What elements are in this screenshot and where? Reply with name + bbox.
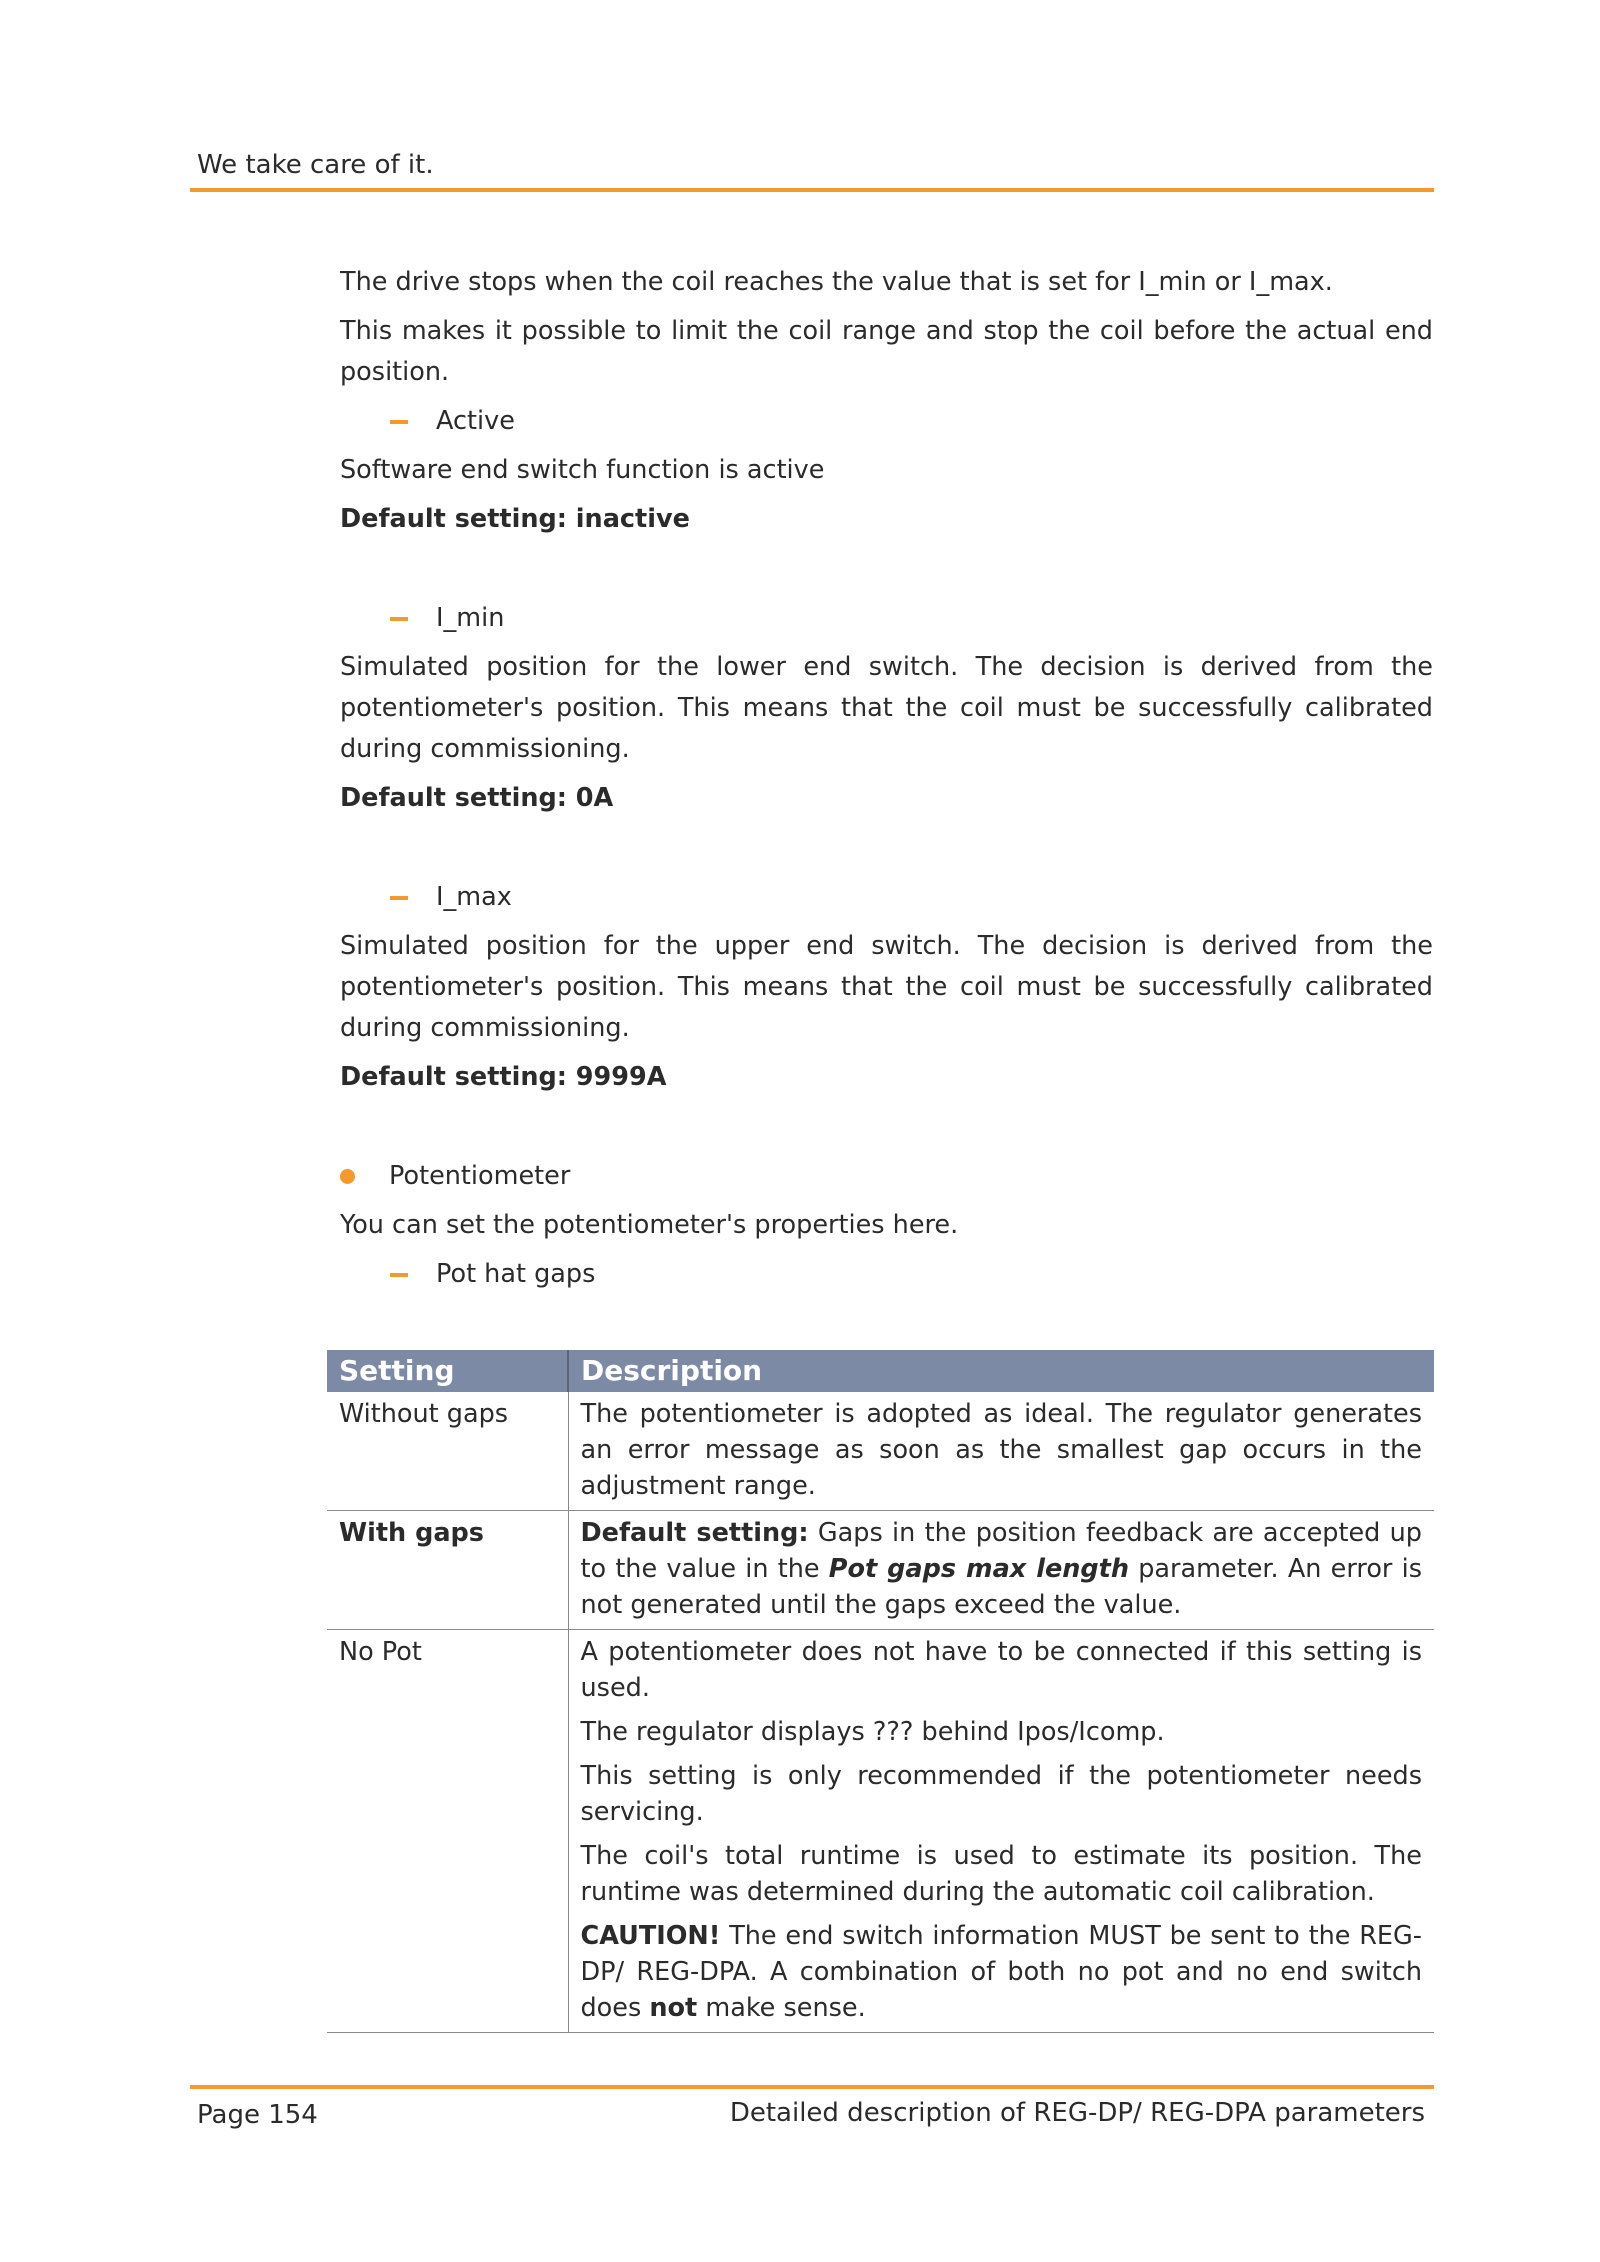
cell-text: A potentiometer does not have to be connected if this setting is used. <box>580 1637 1422 1703</box>
cell-text: Gaps in the position feedback are accepted up to the value in the <box>580 1518 1422 1584</box>
list-item-label: Pot hat gaps <box>436 1259 596 1289</box>
cell-text: parameter. An error is not generated until the gaps exceed the value. <box>580 1554 1422 1620</box>
cell-text: The end switch information MUST be sent to the REG-DP/ REG-DPA. A combination of both no pot and no end switch does <box>580 1921 1422 2023</box>
cell-text-bold: Default setting: <box>580 1518 809 1548</box>
settings-table <box>327 1350 1434 2033</box>
paragraph: Simulated position for the lower end switch. The decision is derived from the potentiometer's position. This means that the coil must be successfully calibrated during commissioning. <box>340 652 1433 764</box>
cell-text: The potentiometer is adopted as ideal. The regulator generates an error message as soon as the smallest gap occurs in the adjustment range. <box>580 1399 1422 1501</box>
table-cell-description <box>568 1630 1434 2033</box>
footer-title: Detailed description of REG-DP/ REG-DPA parameters <box>729 2098 1425 2128</box>
parameter-name: Pot gaps max length <box>828 1554 1130 1584</box>
table-cell-description <box>568 1511 1434 1630</box>
bullet-icon <box>340 1169 355 1184</box>
dash-icon <box>390 896 408 900</box>
dash-icon <box>390 1273 408 1277</box>
dash-icon <box>390 420 408 424</box>
header-tagline: We take care of it. <box>197 150 434 180</box>
list-item-label: Potentiometer <box>389 1161 571 1191</box>
caution-text <box>581 1918 1423 2026</box>
table-cell-setting: No Pot <box>327 1630 568 2033</box>
table-row <box>327 1511 1434 1630</box>
dash-icon <box>390 617 408 621</box>
column-header: Setting <box>327 1350 568 1392</box>
paragraph: The drive stops when the coil reaches the value that is set for I_min or I_max. <box>340 267 1333 297</box>
list-item-label: I_min <box>436 603 505 633</box>
list-item-label: Active <box>436 406 515 436</box>
footer-divider <box>190 2085 1434 2089</box>
default-setting: Default setting: 9999A <box>340 1062 667 1092</box>
emphasis-text: not <box>649 1993 698 2023</box>
body-content <box>340 262 1433 1303</box>
table-header-row <box>327 1350 1434 1392</box>
caution-label: CAUTION! <box>580 1921 721 1951</box>
cell-text: The regulator displays ??? behind Ipos/Icomp. <box>580 1717 1165 1747</box>
list-item-active <box>340 401 1433 442</box>
table-row <box>327 1392 1434 1511</box>
column-header: Description <box>568 1350 1434 1392</box>
page-number: Page 154 <box>197 2100 318 2130</box>
cell-text <box>581 1515 1423 1623</box>
list-item-label: I_max <box>436 882 512 912</box>
default-setting: Default setting: inactive <box>340 504 690 534</box>
table-cell-description <box>568 1392 1434 1511</box>
cell-text: This setting is only recommended if the potentiometer needs servicing. <box>580 1761 1422 1827</box>
paragraph: Simulated position for the upper end switch. The decision is derived from the potentiometer's position. This means that the coil must be successfully calibrated during commissioning. <box>340 931 1433 1043</box>
default-setting: Default setting: 0A <box>340 783 614 813</box>
header-divider <box>190 188 1434 192</box>
paragraph: Software end switch function is active <box>340 455 825 485</box>
table-cell-setting: Without gaps <box>327 1392 568 1511</box>
paragraph: This makes it possible to limit the coil range and stop the coil before the actual end position. <box>340 316 1433 387</box>
cell-text: The coil's total runtime is used to estimate its position. The runtime was determined during the automatic coil calibration. <box>580 1841 1422 1907</box>
list-item-imax <box>340 877 1433 918</box>
list-item-potentiometer <box>340 1156 1433 1197</box>
list-item-imin <box>340 598 1433 639</box>
table-row <box>327 1630 1434 2033</box>
cell-text: make sense. <box>697 1993 866 2023</box>
paragraph: You can set the potentiometer's properties here. <box>340 1210 959 1240</box>
list-item-pot-hat-gaps <box>340 1254 1433 1295</box>
table-cell-setting: With gaps <box>327 1511 568 1630</box>
